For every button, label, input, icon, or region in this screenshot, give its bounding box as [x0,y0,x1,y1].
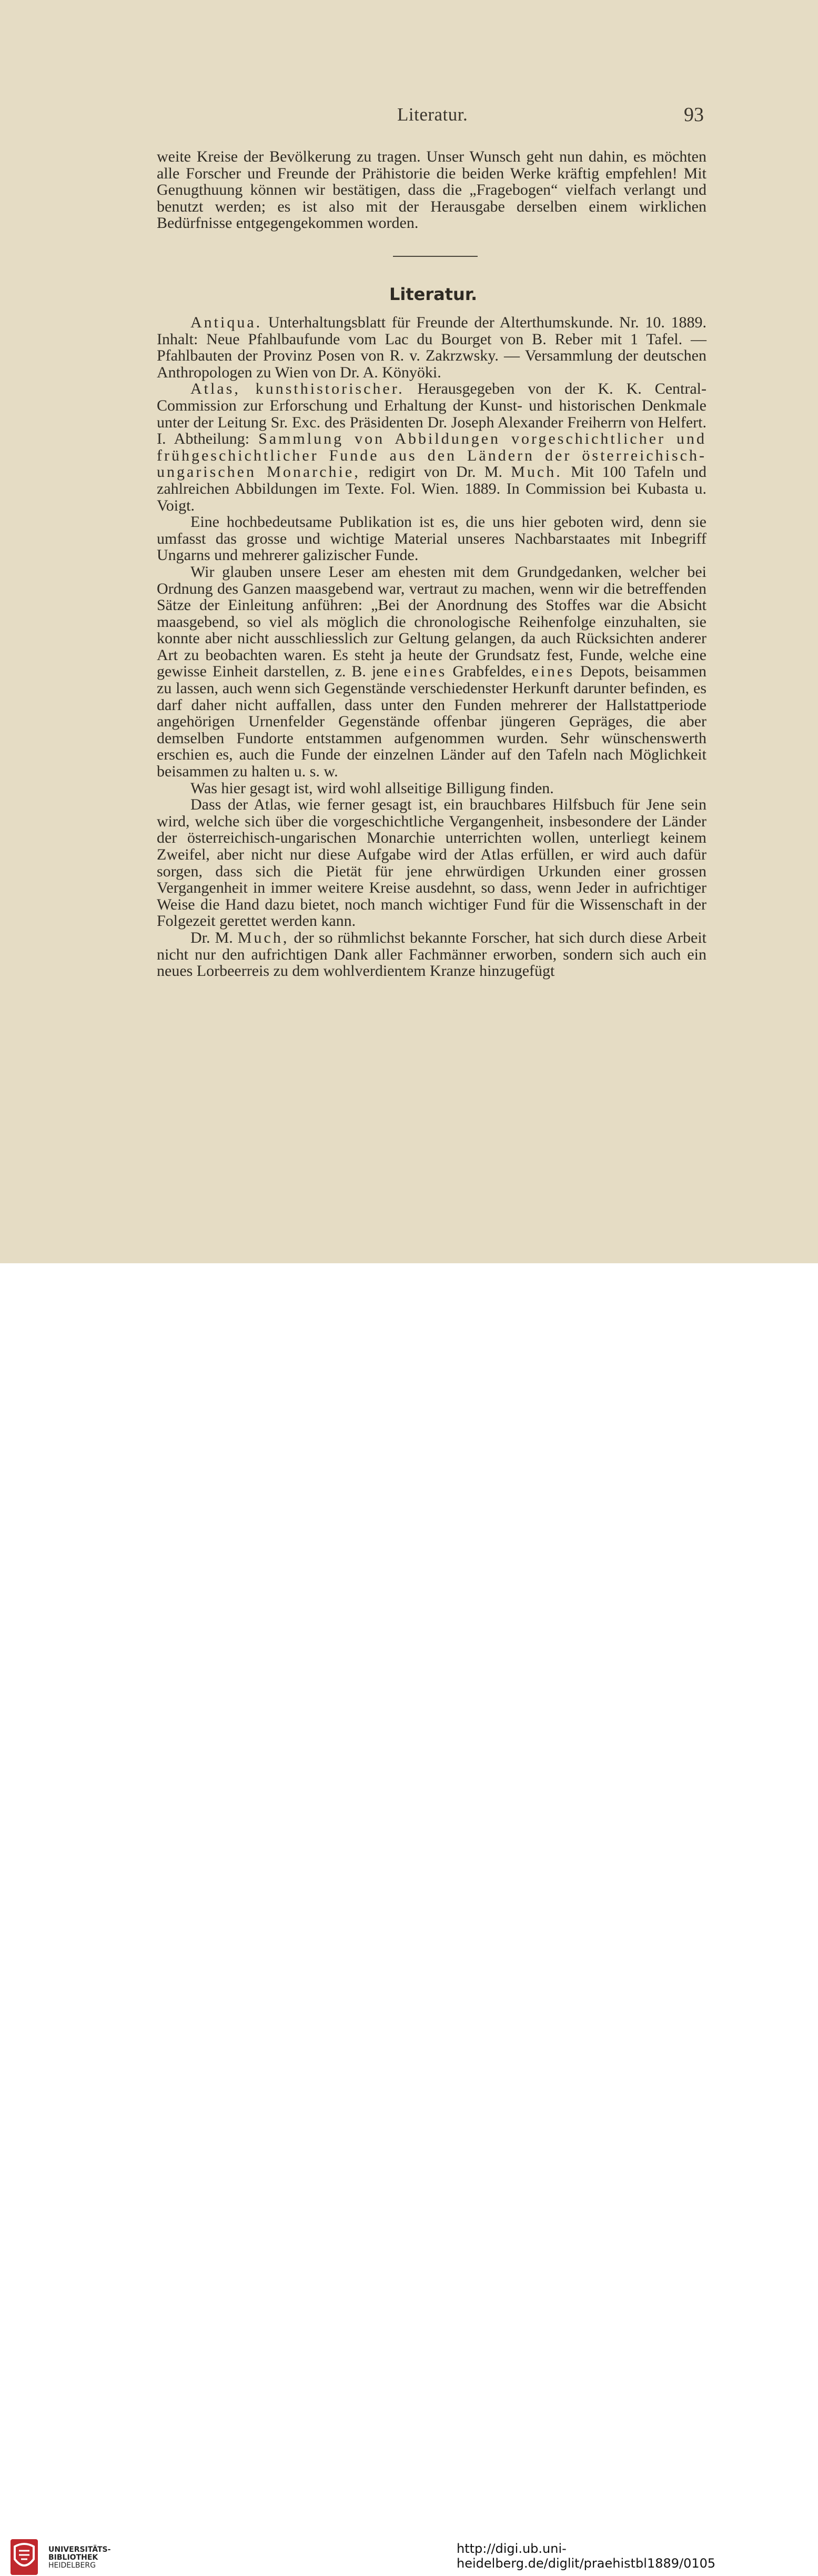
library-line: UNIVERSITÄTS- [48,2545,111,2554]
entry-antiqua [157,314,706,381]
section-divider [393,256,478,257]
paragraph: Dass der Atlas, wie ferner gesagt ist, ein brauchbares Hilfsbuch für Jene sein wird, welche sich über die vorgeschichtliche Vergangenheit, insbesondere der Länder der österreichisch-ungarischen Monarchie unterrichten wollen, unterliegt keinem Zweifel, aber nicht nur diese Aufgabe wird der Atlas erfüllen, er wird auch dafür sorgen, dass sich die Pietät für jene ehrwürdigen Urkunden einer grossen Vergangenheit in immer weitere Kreise ausdehnt, so dass, wenn Jeder in aufrichtiger Weise die Hand dazu bietet, noch manch wichtiger Fund für die Wissenschaft in der Folgezeit gerettet werden kann. [157,796,706,930]
paragraph [157,564,706,780]
entry-spaced-title: Sammlung von Abbildungen vorgeschichtlicher und frühgeschichtlicher Funde aus den Ländern der österreichisch-ungarischen Monarchie, [157,430,706,481]
paragraph-text: Wir glauben unsere Leser am ehesten mit dem Grundgedanken, welcher bei Ordnung des Ganzen maasgebend war, vertraut zu machen, wenn wir die betreffenden Sätze der Einleitung anführen: „Bei der Anordnung des Stoffes war die Absicht maasgebend, so viel als möglich die chronologische Reihenfolge einzuhalten, sie konnte aber nicht ausschliesslich zur Geltung gelangen, da auch Rücksichten anderer Art zu beobachten waren. Es steht ja heute der Grundsatz fest, Funde, welche eine gewisse Einheit darstellen, z. B. jene [157,563,706,681]
top-paragraph: weite Kreise der Bevölkerung zu tragen. Unser Wunsch geht nun dahin, es möchten alle Forscher und Freunde der Prähistorie die beiden Werke kräftig empfehlen! Mit Genugthuung können wir bestätigen, dass die „Fragebogen“ vielfach verlangt und benutzt werden; es ist also mit der Herausgabe derselben einem wirklichen Bedürfnisse entgegengekommen worden. [157,148,706,232]
paragraph-text: Dr. M. [190,928,233,946]
scanned-page [0,0,818,1263]
paragraph-text: der so rühmlichst bekannte Forscher, hat sich durch diese Arbeit nicht nur den aufrichtigen Dank aller Fachmänner erworben, sondern sich auch ein neues Lorbeerreis zu dem wohlverdientem Kranze hinzugefügt [157,928,706,980]
library-line: BIBLIOTHEK [48,2553,98,2562]
library-name [48,2546,110,2570]
paragraph-text: Grabfeldes, [452,663,526,681]
entry-text: redigirt von Dr. M. [369,463,502,481]
emphasis: eines [403,663,447,681]
paragraph [157,930,706,980]
literature-section [157,314,706,980]
page-number: 93 [684,104,704,126]
running-header: Literatur. [397,104,468,125]
entry-text: Unterhaltungsblatt für Freunde der Alterthumskunde. Nr. 10. 1889. Inhalt: Neue Pfahlbaufunde vom Lac du Bourget von B. Reber mit 1 Tafel. — Pfahlbauten der Provinz Posen von R. v. Zakrzwsky. — Versammlung der deutschen Anthropologen zu Wien von Dr. A. Könyöki. [157,314,706,381]
continued-paragraph [157,148,706,232]
library-line: HEIDELBERG [48,2561,96,2570]
footer-bar [0,1263,818,2571]
source-url-link[interactable]: http://digi.ub.uni-heidelberg.de/diglit/praehistbl1889/0105 [457,2541,716,2571]
entry-text: Mit 100 Tafeln und zahlreichen Abbildungen im Texte. Fol. Wien. 1889. In Commission bei Kubasta u. Voigt. [157,463,707,514]
entry-lead: Antiqua. [190,314,262,331]
paragraph-text: Depots, beisammen zu lassen, auch wenn sich Gegenstände verschiedenster Herkunft darunter befinden, es darf daher nicht auffallen, dass unter den Funden mehrerer der Hallstattperiode angehörigen Urnenfelder Gegenstände offenbar jüngeren Gepräges, die aber demselben Fundorte entstammen aufgenommen wurden. Sehr wünschenswerth erschien es, auch die Funde der einzelnen Länder auf den Tafeln nach Möglichkeit beisammen zu halten u. s. w. [157,663,707,781]
paragraph: Eine hochbedeutsame Publikation ist es, die uns hier geboten wird, denn sie umfasst das grosse und wichtige Material unseres Nachbarstaates mit Inbegriff Ungarns und mehrerer galizischer Funde. [157,513,706,564]
entry-atlas [157,381,706,514]
entry-lead: Atlas, kunsthistorischer. [190,380,405,398]
emphasis: eines [531,663,575,681]
university-seal-icon [9,2538,39,2576]
paragraph: Was hier gesagt ist, wird wohl allseitige Billigung finden. [190,779,554,797]
emphasis-author: Much, [237,928,289,946]
section-title: Literatur. [389,284,478,304]
entry-author: Much. [511,463,562,481]
entry-text: Herausgegeben von der K. K. Central-Commission zur Erforschung und Erhaltung der Kunst- und historischen Denkmale unter der Leitung Sr. Exc. des Präsidenten Dr. Joseph Alexander Freiherrn von Helfert. I. Abtheilung: [157,380,706,448]
